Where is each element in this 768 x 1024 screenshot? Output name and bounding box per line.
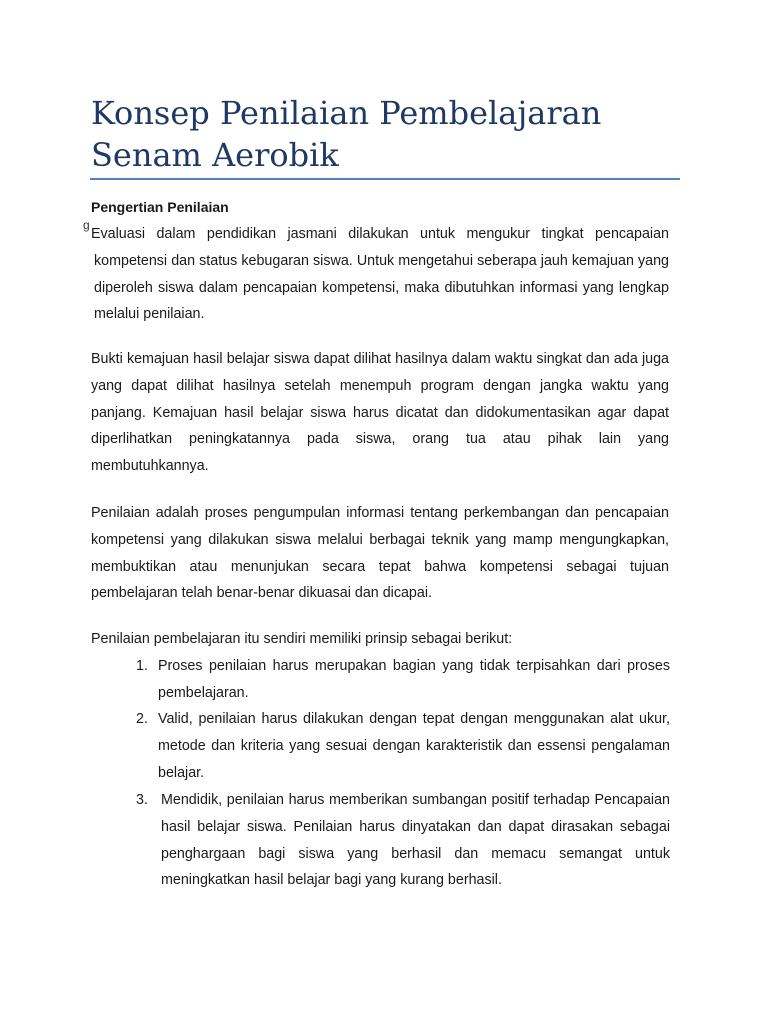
list-item-text: Valid, penilaian harus dilakukan dengan tepat dengan menggunakan alat ukur, metode dan kriteria yang sesuai dengan karakteristik dan essensi pengalaman belajar. [158,711,670,781]
list-item-number: 3. [136,792,148,808]
title-line-2: Senam Aerobik [91,136,339,174]
section-heading: Pengertian Penilaian [91,199,229,215]
list-item-text: Mendidik, penilaian harus memberikan sumbangan positif terhadap Pencapaian hasil belajar siswa. Penilaian harus dinyatakan dan dapat dirasakan sebagai penghargaan bagi siswa yang berhasil dan memacu semangat untuk meningkatkan hasil belajar bagi yang kurang berhasil. [161,792,670,889]
margin-marker: g [83,218,90,232]
title-line-1: Konsep Penilaian Pembelajaran [91,94,602,132]
title-divider [90,178,680,180]
list-item [136,787,670,894]
paragraph-evaluasi-rest: kompetensi dan status kebugaran siswa. Untuk mengetahui seberapa jauh kemajuan yang diperoleh siswa dalam pencapaian kompetensi, maka dibutuhkan informasi yang lengkap melalui penilaian. [94,252,669,323]
paragraph-bukti-kemajuan: Bukti kemajuan hasil belajar siswa dapat dilihat hasilnya dalam waktu singkat dan ada juga yang dapat dilihat hasilnya setelah menempuh program dengan jangka waktu yang panjang. Kemajuan hasil belajar siswa harus dicatat dan didokumentasikan agar dapat diperlihatkan peningkatannya pada siswa, orang tua atau pihak lain yang membutuhkannya. [91,351,669,475]
paragraph-evaluasi [91,221,669,328]
paragraph-definisi-penilaian: Penilaian adalah proses pengumpulan informasi tentang perkembangan dan pencapaian kompetensi yang dilakukan siswa melalui berbagai teknik yang mamp mengungkapkan, membuktikan atau menunjukan secara tepat bahwa kompetensi sebagai tujuan pembelajaran telah benar-benar dikuasai dan dicapai. [91,505,669,602]
document-title [91,92,681,176]
list-item-number: 2. [136,711,148,727]
list-item [136,653,670,707]
list-item [136,706,670,786]
list-item-number: 1. [136,658,148,674]
paragraph-evaluasi-first-line: Evaluasi dalam pendidikan jasmani dilakukan untuk mengukur tingkat pencapaian [91,226,669,242]
paragraph-prinsip-intro: Penilaian pembelajaran itu sendiri memiliki prinsip sebagai berikut: [91,631,513,647]
list-item-text: Proses penilaian harus merupakan bagian yang tidak terpisahkan dari proses pembelajaran. [158,658,670,701]
